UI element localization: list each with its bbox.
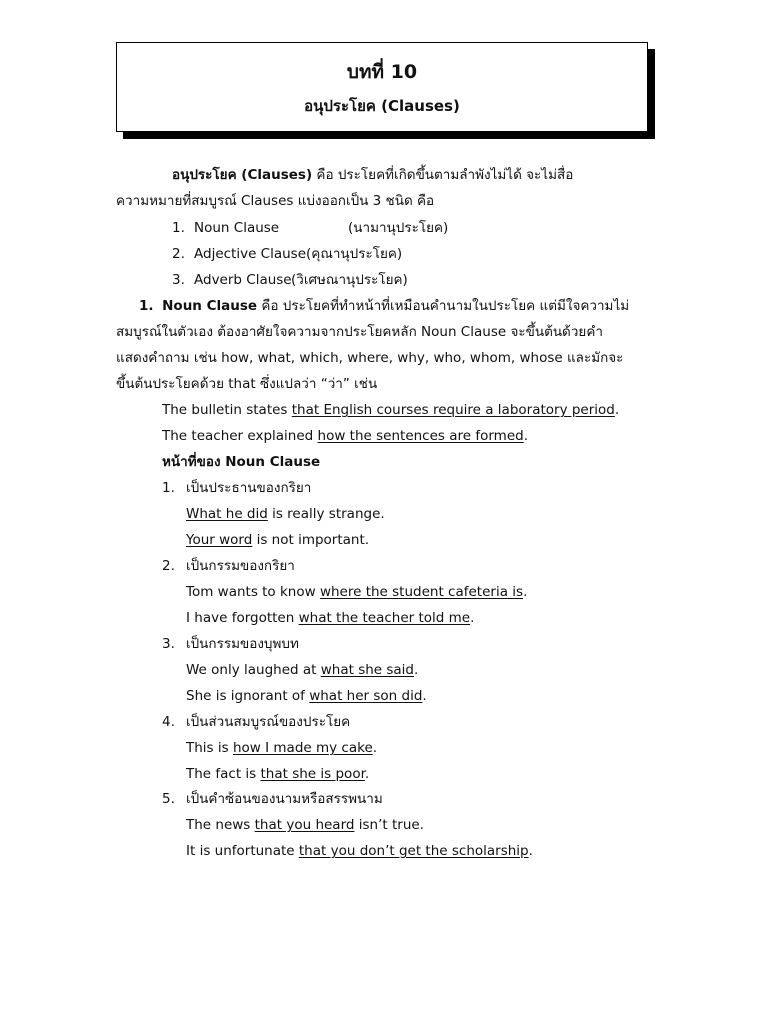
type-label: Adverb Clause [194,272,292,288]
function-item [162,479,312,497]
type-number: 1. [172,220,185,236]
example-clause: that you heard [254,817,355,833]
noun-clause-heading: Noun Clause [162,298,258,314]
type-number: 2. [172,246,185,262]
intro-line-2: ความหมายที่สมบูรณ์ Clauses แบ่งออกเป็น 3 ชนิด คือ [116,193,435,209]
example-text: is not important. [252,532,370,548]
type-label: Noun Clause [194,220,280,236]
example-text: She is ignorant of [186,688,310,704]
example-text: It is unfortunate [186,843,299,859]
example-text: . [364,766,370,782]
example-clause: how I made my cake [232,740,373,756]
example-sentence [186,609,474,627]
example-clause: where the student cafeteria is [319,584,524,600]
noun-clause-line-3: แสดงคำถาม เช่น how, what, which, where, why, who, whom, whose และมักจะ [116,350,624,366]
function-item [162,635,299,653]
function-number: 4. [162,714,175,730]
intro-text-1: คือ ประโยคที่เกิดขึ้นตามลำพังไม่ได้ จะไม่สื่อ [312,167,574,183]
example-clause: what the teacher told me [298,610,471,626]
function-label: เป็นส่วนสมบูรณ์ของประโยค [186,714,351,730]
function-item [162,557,295,575]
type-thai: (วิเศษณานุประโยค) [291,272,408,288]
intro-term: อนุประโยค (Clauses) [172,167,313,183]
example-sentence [186,687,427,705]
function-label: เป็นคำซ้อนของนามหรือสรรพนาม [186,791,383,807]
chapter-title: บทที่ 10 [346,61,418,83]
example-text: . [523,584,528,600]
function-item [162,713,351,731]
example-sentence [186,765,369,783]
example-text: The teacher explained [162,428,318,444]
function-number: 3. [162,636,175,652]
example-text: The news [186,817,255,833]
example-text: Tom wants to know [186,584,320,600]
type-item-noun [172,219,449,237]
example-text: I have forgotten [186,610,299,626]
functions-heading: หน้าที่ของ Noun Clause [162,454,321,470]
example-text: is really strange. [267,506,385,522]
example-text: We only laughed at [186,662,321,678]
type-number: 3. [172,272,185,288]
example-sentence [186,816,424,834]
example-text: The fact is [186,766,261,782]
example-clause: what her son did [309,688,423,704]
function-number: 1. [162,480,175,496]
example-text: isn’t true. [354,817,424,833]
type-item-adjective [172,245,403,263]
function-label: เป็นกรรมของบุพบท [186,636,299,652]
example-sentence [186,583,527,601]
example-clause: Your word [186,532,253,548]
example-text: . [372,740,378,756]
example-clause: what she said [320,662,415,678]
function-number: 2. [162,558,175,574]
example-sentence [186,531,369,549]
chapter-title-box [116,42,648,132]
example-clause: how the sentences are formed [317,428,524,444]
intro-line-1 [172,166,573,184]
type-thai: (นามานุประโยค) [348,220,449,236]
example-text: The bulletin states [162,402,292,418]
function-label: เป็นกรรมของกริยา [186,558,295,574]
example-text: . [614,402,620,418]
example-clause: that you don’t get the scholarship [298,843,529,859]
example-text: . [470,610,475,626]
type-item-adverb [172,271,408,289]
example-clause: What he did [186,506,268,522]
example-sentence [186,505,385,523]
example-text: . [528,843,533,859]
function-label: เป็นประธานของกริยา [186,480,312,496]
example-text: . [422,688,427,704]
noun-clause-line-1 [139,297,629,315]
example-sentence [162,427,528,445]
example-sentence [186,739,377,757]
chapter-subtitle: อนุประโยค (Clauses) [304,97,460,115]
function-number: 5. [162,791,175,807]
noun-clause-number: 1. [139,298,154,314]
example-clause: that English courses require a laboratory period [291,402,615,418]
noun-clause-line-2: สมบูรณ์ในตัวเอง ต้องอาศัยใจความจากประโยคหลัก Noun Clause จะขึ้นต้นด้วยคำ [116,324,603,340]
noun-clause-text-1: คือ ประโยคที่ทำหน้าที่เหมือนคำนามในประโยค แต่มีใจความไม่ [257,298,630,314]
noun-clause-line-4: ขึ้นต้นประโยคด้วย that ซึ่งแปลว่า “ว่า” เช่น [116,376,378,392]
example-sentence [186,842,533,860]
function-item [162,790,383,808]
example-text: . [523,428,528,444]
example-sentence [162,401,619,419]
example-text: . [414,662,419,678]
example-text: This is [186,740,233,756]
type-label: Adjective Clause(คุณานุประโยค) [194,246,403,262]
example-sentence [186,661,418,679]
example-clause: that she is poor [260,766,365,782]
